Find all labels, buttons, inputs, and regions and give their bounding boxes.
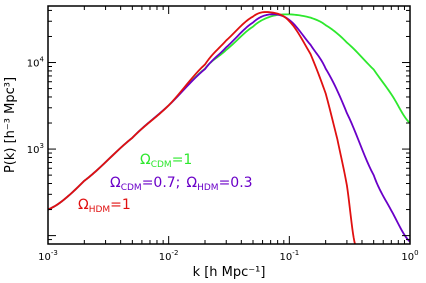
annotation-mixed-base2: Ω — [186, 175, 198, 191]
annotation-mixed — [110, 175, 253, 193]
annotation-mixed-base: Ω — [110, 175, 121, 191]
x-tick-label: $10^{-2}$ — [158, 249, 179, 263]
annotation-cdm — [140, 152, 192, 170]
annotation-mixed-tail2: =0.3 — [218, 175, 253, 191]
annotation-hdm-base: Ω — [78, 197, 89, 213]
annotation-hdm-tail: =1 — [110, 197, 131, 213]
tick-labels — [27, 56, 419, 263]
annotation-hdm — [78, 197, 131, 215]
annotation-mixed-sub2: HDM — [197, 183, 219, 193]
y-tick-label: $10^4$ — [26, 55, 44, 70]
annotation-cdm-base: Ω — [140, 152, 151, 168]
x-tick-label: $10^{-3}$ — [38, 249, 58, 263]
x-tick-label: $10^{-1}$ — [279, 249, 300, 263]
y-axis-label: P(k) [h⁻³ Mpc³] — [3, 76, 18, 174]
x-axis-label: k [h Mpc⁻¹] — [192, 265, 266, 280]
annotation-mixed-tail: =0.7; — [141, 175, 181, 191]
annotation-cdm-sub: CDM — [150, 160, 172, 170]
x-tick-label: $10^0$ — [401, 249, 419, 263]
annotation-mixed-sub: CDM — [120, 183, 142, 193]
annotation-cdm-tail: =1 — [171, 152, 193, 168]
annotation-hdm-sub: HDM — [88, 205, 111, 215]
y-tick-label: $10^3$ — [26, 142, 44, 157]
